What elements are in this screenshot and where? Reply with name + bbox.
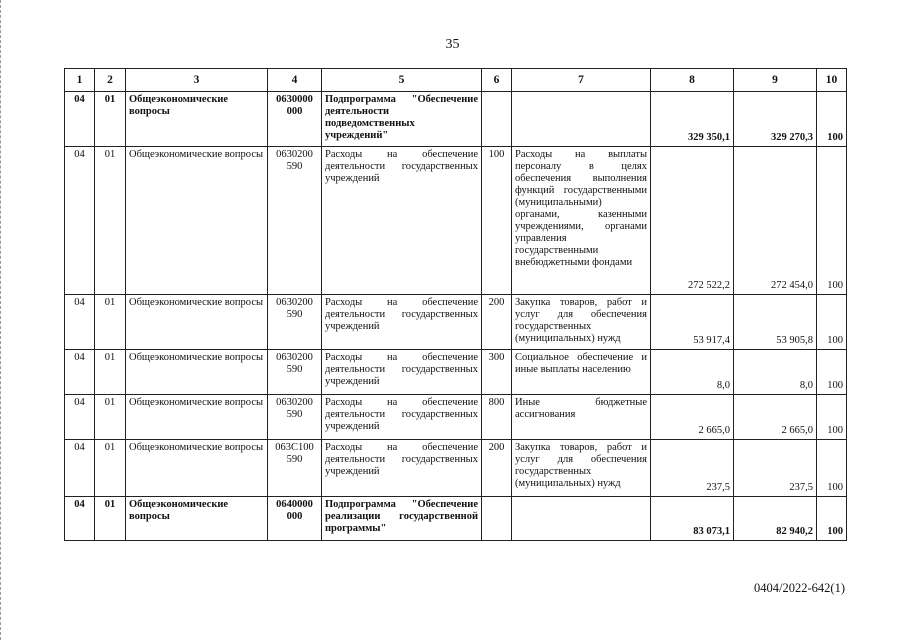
section-name: Общеэкономические вопросы xyxy=(126,295,268,350)
actual-amount: 53 905,8 xyxy=(734,295,817,350)
expense-type-name xyxy=(512,92,651,147)
table-row xyxy=(65,395,847,440)
expense-type-code: 200 xyxy=(482,295,512,350)
subsection-code: 01 xyxy=(95,295,126,350)
planned-amount: 272 522,2 xyxy=(651,147,734,295)
section-code: 04 xyxy=(65,350,95,395)
execution-percent: 100 xyxy=(817,92,847,147)
actual-amount: 8,0 xyxy=(734,350,817,395)
table-row xyxy=(65,440,847,497)
document-code: 0404/2022-642(1) xyxy=(754,581,845,595)
header-cell: 5 xyxy=(322,69,482,92)
table-row xyxy=(65,497,847,541)
execution-percent: 100 xyxy=(817,497,847,541)
subsection-code: 01 xyxy=(95,497,126,541)
expense-type-name xyxy=(512,497,651,541)
table-row xyxy=(65,147,847,295)
expense-type-name: Закупка товаров, работ и услуг для обеспечения государственных (муниципальных) нужд xyxy=(512,440,651,497)
target-code: 063С100 590 xyxy=(268,440,322,497)
execution-percent: 100 xyxy=(817,295,847,350)
target-name: Расходы на обеспечение деятельности государственных учреждений xyxy=(322,295,482,350)
expense-type-code xyxy=(482,92,512,147)
expense-type-code: 200 xyxy=(482,440,512,497)
execution-percent: 100 xyxy=(817,440,847,497)
header-cell: 1 xyxy=(65,69,95,92)
section-name: Общеэкономические вопросы xyxy=(126,147,268,295)
planned-amount: 329 350,1 xyxy=(651,92,734,147)
planned-amount: 83 073,1 xyxy=(651,497,734,541)
section-code: 04 xyxy=(65,295,95,350)
header-cell: 4 xyxy=(268,69,322,92)
target-code: 0630200 590 xyxy=(268,295,322,350)
planned-amount: 53 917,4 xyxy=(651,295,734,350)
scan-edge xyxy=(0,0,4,640)
actual-amount: 329 270,3 xyxy=(734,92,817,147)
header-row xyxy=(65,69,847,92)
target-code: 0630200 590 xyxy=(268,395,322,440)
table-row xyxy=(65,92,847,147)
execution-percent: 100 xyxy=(817,147,847,295)
expense-type-code: 800 xyxy=(482,395,512,440)
target-code: 0630000 000 xyxy=(268,92,322,147)
target-name: Расходы на обеспечение деятельности государственных учреждений xyxy=(322,395,482,440)
table-row xyxy=(65,295,847,350)
header-cell: 6 xyxy=(482,69,512,92)
target-code: 0630200 590 xyxy=(268,147,322,295)
subsection-code: 01 xyxy=(95,92,126,147)
target-name: Расходы на обеспечение деятельности государственных учреждений xyxy=(322,350,482,395)
page-number: 35 xyxy=(445,37,460,52)
expense-type-name: Социальное обеспечение и иные выплаты населению xyxy=(512,350,651,395)
section-code: 04 xyxy=(65,497,95,541)
header-cell: 3 xyxy=(126,69,268,92)
subsection-code: 01 xyxy=(95,350,126,395)
actual-amount: 237,5 xyxy=(734,440,817,497)
header-cell: 10 xyxy=(817,69,847,92)
planned-amount: 2 665,0 xyxy=(651,395,734,440)
header-cell: 7 xyxy=(512,69,651,92)
target-name: Подпрограмма "Обеспечение деятельности подведомственных учреждений" xyxy=(322,92,482,147)
target-code: 0640000 000 xyxy=(268,497,322,541)
section-name: Общеэкономические вопросы xyxy=(126,440,268,497)
expense-type-name: Иные бюджетные ассигнования xyxy=(512,395,651,440)
planned-amount: 8,0 xyxy=(651,350,734,395)
target-name: Расходы на обеспечение деятельности государственных учреждений xyxy=(322,147,482,295)
actual-amount: 82 940,2 xyxy=(734,497,817,541)
section-code: 04 xyxy=(65,440,95,497)
header-cell: 8 xyxy=(651,69,734,92)
budget-table xyxy=(64,68,847,541)
header-cell: 9 xyxy=(734,69,817,92)
expense-type-code: 300 xyxy=(482,350,512,395)
section-name: Общеэкономические вопросы xyxy=(126,497,268,541)
target-name: Подпрограмма "Обеспечение реализации государственной программы" xyxy=(322,497,482,541)
execution-percent: 100 xyxy=(817,395,847,440)
subsection-code: 01 xyxy=(95,147,126,295)
actual-amount: 2 665,0 xyxy=(734,395,817,440)
subsection-code: 01 xyxy=(95,395,126,440)
section-code: 04 xyxy=(65,147,95,295)
target-code: 0630200 590 xyxy=(268,350,322,395)
subsection-code: 01 xyxy=(95,440,126,497)
section-name: Общеэкономические вопросы xyxy=(126,350,268,395)
planned-amount: 237,5 xyxy=(651,440,734,497)
execution-percent: 100 xyxy=(817,350,847,395)
table-row xyxy=(65,350,847,395)
section-code: 04 xyxy=(65,395,95,440)
expense-type-code: 100 xyxy=(482,147,512,295)
section-name: Общеэкономические вопросы xyxy=(126,92,268,147)
section-name: Общеэкономические вопросы xyxy=(126,395,268,440)
expense-type-code xyxy=(482,497,512,541)
section-code: 04 xyxy=(65,92,95,147)
expense-type-name: Закупка товаров, работ и услуг для обеспечения государственных (муниципальных) нужд xyxy=(512,295,651,350)
actual-amount: 272 454,0 xyxy=(734,147,817,295)
target-name: Расходы на обеспечение деятельности государственных учреждений xyxy=(322,440,482,497)
header-cell: 2 xyxy=(95,69,126,92)
expense-type-name: Расходы на выплаты персоналу в целях обеспечения выполнения функций государственными (муниципальными) органами, казенными учреждениями, органами управления государственными внебюджетными фондами xyxy=(512,147,651,295)
